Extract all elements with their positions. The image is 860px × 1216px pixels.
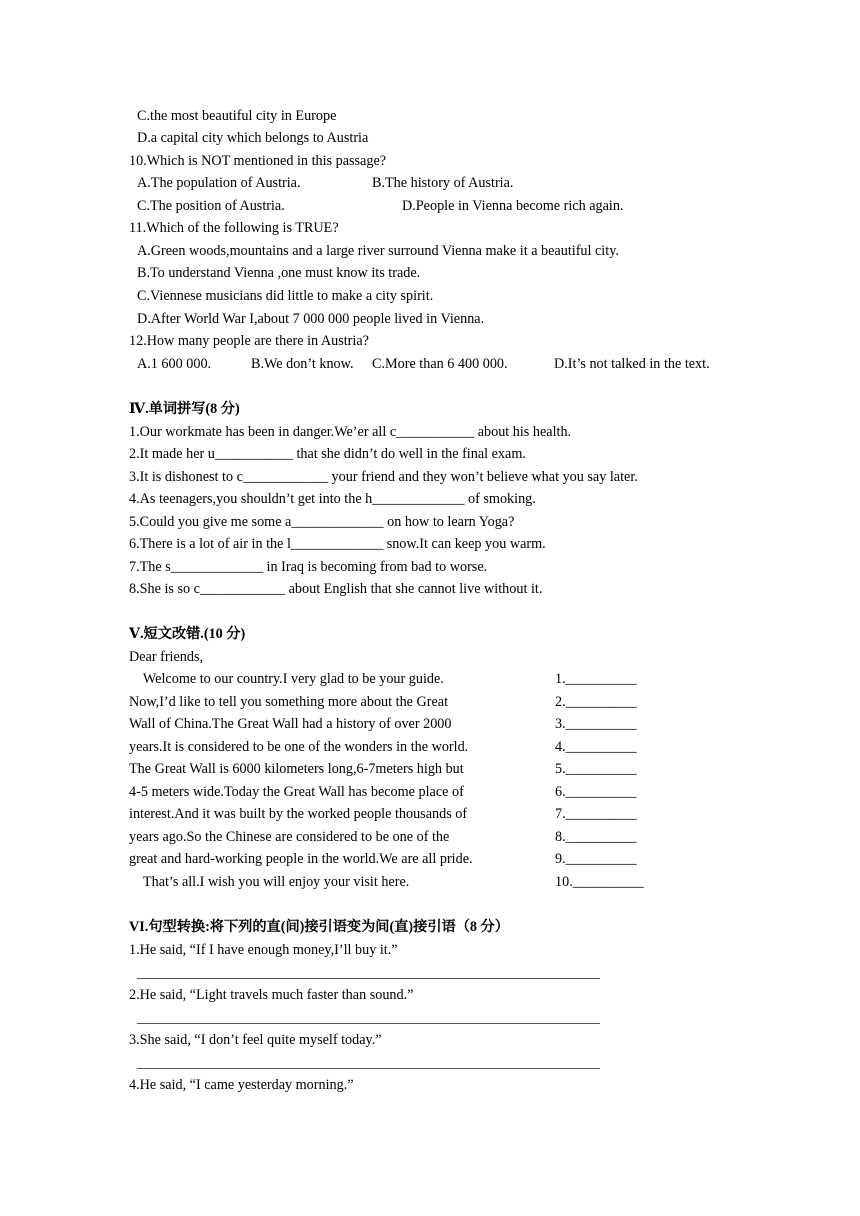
section4-item-6: 6.There is a lot of air in the l_____________ snow.It can keep you warm. — [129, 536, 546, 552]
q11-option-a: A.Green woods,mountains and a large river surround Vienna make it a beautiful city. — [137, 243, 619, 259]
correction-blank-6: 6.__________ — [555, 784, 637, 800]
correction-blank-1: 1.__________ — [555, 671, 637, 687]
q10-option-d: D.People in Vienna become rich again. — [402, 198, 624, 214]
section6-item-1: 1.He said, “If I have enough money,I’ll buy it.” — [129, 942, 398, 958]
section6-item-2: 2.He said, “Light travels much faster than sound.” — [129, 987, 414, 1003]
section4-item-1: 1.Our workmate has been in danger.We’er all c___________ about his health. — [129, 424, 572, 440]
q12-stem: 12.How many people are there in Austria? — [129, 333, 369, 349]
passage-line-6: 4-5 meters wide.Today the Great Wall has become place of — [129, 784, 464, 800]
q9-option-c: C.the most beautiful city in Europe — [137, 108, 337, 124]
q12-option-b: B.We don’t know. — [251, 356, 354, 372]
passage-line-4: years.It is considered to be one of the wonders in the world. — [129, 739, 469, 755]
passage-line-1: Welcome to our country.I very glad to be your guide. — [129, 671, 444, 687]
correction-blank-8: 8.__________ — [555, 829, 637, 845]
answer-line-2 — [137, 1023, 600, 1024]
q10-option-a: A.The population of Austria. — [137, 175, 301, 191]
passage-line-10: That’s all.I wish you will enjoy your visit here. — [129, 874, 410, 890]
q10-stem: 10.Which is NOT mentioned in this passage? — [129, 153, 387, 169]
section6-item-4: 4.He said, “I came yesterday morning.” — [129, 1077, 354, 1093]
q11-option-b: B.To understand Vienna ,one must know its trade. — [137, 265, 421, 281]
section4-item-3: 3.It is dishonest to c____________ your friend and they won’t believe what you say later. — [129, 469, 638, 485]
answer-line-3 — [137, 1068, 600, 1069]
passage-line-5: The Great Wall is 6000 kilometers long,6-7meters high but — [129, 761, 464, 777]
q12-option-c: C.More than 6 400 000. — [372, 356, 508, 372]
section6-heading: VI.句型转换:将下列的直(间)接引语变为间(直)接引语（8 分） — [129, 919, 509, 935]
section5-heading: Ⅴ.短文改错.(10 分) — [129, 626, 246, 642]
q12-option-a: A.1 600 000. — [137, 356, 212, 372]
section4-item-8: 8.She is so c____________ about English that she cannot live without it. — [129, 581, 543, 597]
passage-line-2: Now,I’d like to tell you something more about the Great — [129, 694, 449, 710]
passage-line-3: Wall of China.The Great Wall had a history of over 2000 — [129, 716, 452, 732]
q11-option-c: C.Viennese musicians did little to make a city spirit. — [137, 288, 434, 304]
section4-item-2: 2.It made her u___________ that she didn’t do well in the final exam. — [129, 446, 526, 462]
q10-option-b: B.The history of Austria. — [372, 175, 514, 191]
section5-greeting: Dear friends, — [129, 649, 204, 665]
correction-blank-3: 3.__________ — [555, 716, 637, 732]
section4-heading: Ⅳ.单词拼写(8 分) — [129, 401, 240, 417]
passage-line-8: years ago.So the Chinese are considered to be one of the — [129, 829, 450, 845]
q10-option-c: C.The position of Austria. — [137, 198, 285, 214]
section4-item-4: 4.As teenagers,you shouldn’t get into the h_____________ of smoking. — [129, 491, 536, 507]
section6-item-3: 3.She said, “I don’t feel quite myself today.” — [129, 1032, 382, 1048]
correction-blank-9: 9.__________ — [555, 851, 637, 867]
passage-line-9: great and hard-working people in the world.We are all pride. — [129, 851, 473, 867]
passage-line-7: interest.And it was built by the worked people thousands of — [129, 806, 468, 822]
q11-stem: 11.Which of the following is TRUE? — [129, 220, 339, 236]
section4-item-5: 5.Could you give me some a_____________ on how to learn Yoga? — [129, 514, 515, 530]
correction-blank-5: 5.__________ — [555, 761, 637, 777]
correction-blank-2: 2.__________ — [555, 694, 637, 710]
section4-item-7: 7.The s_____________ in Iraq is becoming from bad to worse. — [129, 559, 488, 575]
q12-option-d: D.It’s not talked in the text. — [554, 356, 710, 372]
correction-blank-7: 7.__________ — [555, 806, 637, 822]
correction-blank-10: 10.__________ — [555, 874, 644, 890]
correction-blank-4: 4.__________ — [555, 739, 637, 755]
answer-line-1 — [137, 978, 600, 979]
q11-option-d: D.After World War I,about 7 000 000 people lived in Vienna. — [137, 311, 485, 327]
q9-option-d: D.a capital city which belongs to Austria — [137, 130, 369, 146]
